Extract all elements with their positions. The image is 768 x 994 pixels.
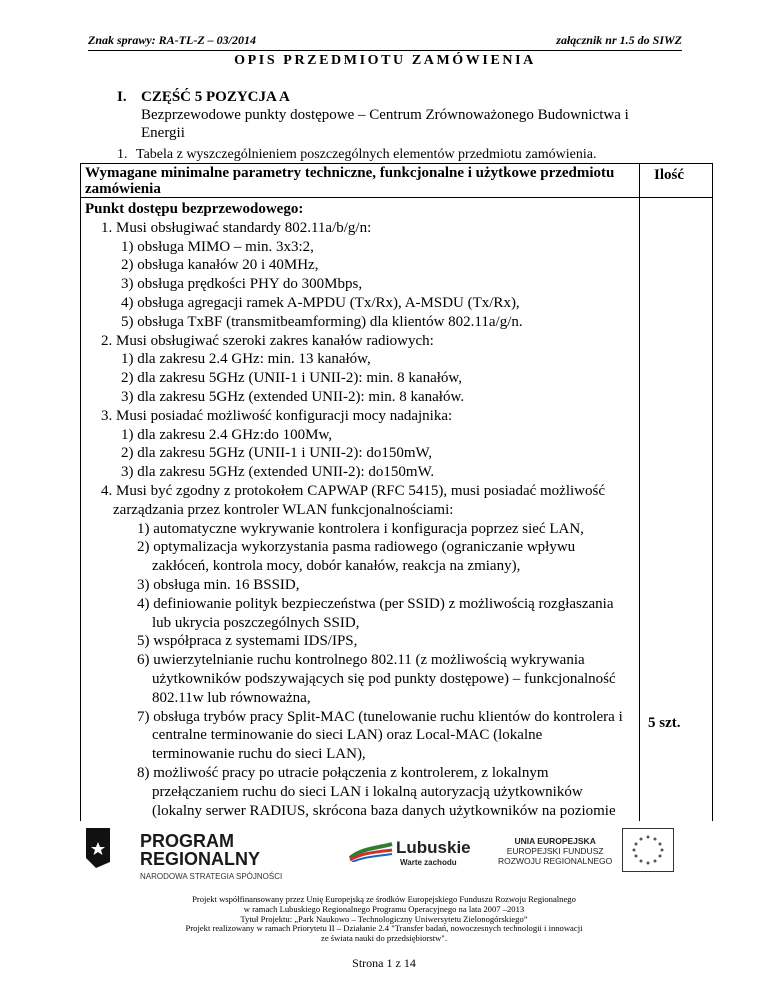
requirement-text: 5) obsługa TxBF (transmitbeamforming) dla klientów 802.11a/g/n. (121, 313, 523, 330)
requirement-line (85, 689, 637, 708)
requirements-list (85, 200, 637, 820)
lubuskie-logo (396, 838, 471, 867)
requirement-line (85, 670, 637, 689)
requirement-line (85, 595, 637, 614)
requirement-text: 802.11w lub równoważna, (152, 689, 311, 706)
requirement-line (85, 576, 637, 595)
requirement-line (85, 350, 637, 369)
requirement-line (85, 745, 637, 764)
requirements-table (80, 163, 713, 821)
requirement-text: zarządzania przez kontroler WLAN funkcjonalnościami: (113, 501, 454, 518)
requirement-text: terminowanie ruchu do sieci LAN), (152, 746, 366, 763)
requirement-text: 1. Musi obsługiwać standardy 802.11a/b/g/n: (101, 219, 372, 236)
document-title: OPIS PRZEDMIOTU ZAMÓWIENIA (234, 53, 536, 68)
quantity-value: 5 szt. (648, 715, 681, 731)
lubuskie-slogan: Warte zachodu (400, 858, 457, 867)
requirement-line (85, 764, 637, 783)
requirement-text: 4) definiowanie polityk bezpieczeństwa (per SSID) z możliwością rozgłaszania (137, 595, 614, 612)
requirement-text: 3. Musi posiadać możliwość konfiguracji mocy nadajnika: (101, 407, 453, 424)
requirement-text: 8) możliwość pracy po utracie połączenia z kontrolerem, z lokalnym (137, 764, 549, 781)
requirement-text: 1) automatyczne wykrywanie kontrolera i konfiguracja poprzez sieć LAN, (137, 520, 584, 537)
requirement-line (85, 200, 637, 219)
requirement-text: centralne terminowanie do sieci LAN) oraz Local-MAC (lokalne (152, 727, 543, 744)
attachment-number: załącznik nr 1.5 do SIWZ (556, 33, 682, 47)
requirement-text: 2) dla zakresu 5GHz (UNII-1 i UNII-2): do150mW, (121, 445, 433, 462)
requirement-line (85, 501, 637, 520)
requirement-text: 1) dla zakresu 2.4 GHz: min. 13 kanałów, (121, 351, 371, 368)
requirement-text: Punkt dostępu bezprzewodowego: (85, 201, 304, 217)
logo-bar (86, 828, 686, 881)
requirement-line (85, 557, 637, 576)
requirement-line (85, 313, 637, 332)
section-title: CZĘŚĆ 5 POZYCJA A (141, 89, 290, 105)
requirement-line (85, 332, 637, 351)
footer-line: Tytuł Projektu: „Park Naukowo – Technologiczny Uniwersytetu Zielonogórskiego” (240, 913, 528, 924)
header-quantity: Ilość (654, 167, 684, 183)
requirement-line (85, 463, 637, 482)
requirement-text: 4) obsługa agregacji ramek A-MPDU (Tx/Rx), A-MSDU (Tx/Rx), (121, 294, 520, 311)
program-line2: REGIONALNY (140, 849, 261, 869)
eu-line2: EUROPEJSKI FUNDUSZ (506, 846, 604, 856)
requirement-text: lub ukrycia poszczególnych SSID, (152, 614, 360, 631)
requirement-line (85, 294, 637, 313)
program-regionalny-logo-icon (86, 828, 110, 868)
header-requirements: Wymagane minimalne parametry techniczne, funkcjonalne i użytkowe przedmiotu zamówienia (85, 165, 615, 197)
intro-number: 1. (117, 147, 128, 162)
requirement-line (85, 238, 637, 257)
page-number: Strona 1 z 14 (352, 956, 416, 970)
requirement-line (85, 614, 637, 633)
requirement-text: 1) dla zakresu 2.4 GHz:do 100Mw, (121, 426, 333, 443)
requirement-text: 6) uwierzytelnianie ruchu kontrolnego 802.11 (z możliwością wykrywania (137, 652, 585, 669)
requirement-line (85, 444, 637, 463)
eu-line3: ROZWOJU REGIONALNEGO (498, 856, 613, 866)
eu-line1: UNIA EUROPEJSKA (514, 836, 596, 846)
requirement-text: 3) dla zakresu 5GHz (extended UNII-2): min. 8 kanałów. (121, 388, 465, 405)
requirement-line (85, 632, 637, 651)
footer-funding-note (100, 895, 668, 944)
header-divider (88, 50, 682, 51)
requirement-text: 2) optymalizacja wykorzystania pasma radiowego (ograniczanie wpływu (137, 539, 576, 556)
program-line3: NARODOWA STRATEGIA SPÓJNOŚCI (140, 872, 283, 881)
program-regionalny-logo (140, 831, 283, 881)
requirement-line (85, 783, 637, 802)
lubuskie-name: Lubuskie (396, 838, 471, 857)
requirement-line (85, 520, 637, 539)
requirement-line (85, 426, 637, 445)
eu-text (498, 836, 612, 866)
requirement-text: 1) obsługa MIMO – min. 3x3:2, (121, 238, 314, 255)
requirement-line (85, 388, 637, 407)
requirement-text: (lokalny serwer RADIUS, skrócona baza danych użytkowników na poziomie (152, 802, 616, 819)
footer-line: Projekt realizowany w ramach Priorytetu II – Działanie 2.4 "Transfer badań, nowoczesnych technologii i innowacji (185, 923, 583, 934)
requirement-text: 7) obsługa trybów pracy Split-MAC (tunelowanie ruchu klientów do kontrolera i (137, 708, 623, 725)
eu-flag-icon (622, 828, 674, 872)
requirement-line (85, 651, 637, 670)
requirement-text: 3) obsługa prędkości PHY do 300Mbps, (121, 276, 363, 293)
requirement-line (85, 726, 637, 745)
requirement-text: 4. Musi być zgodny z protokołem CAPWAP (RFC 5415), musi posiadać możliwość (101, 482, 605, 499)
requirement-text: 2. Musi obsługiwać szeroki zakres kanałów radiowych: (101, 332, 434, 349)
case-number: Znak sprawy: RA-TL-Z – 03/2014 (88, 33, 256, 47)
section-subtitle: Bezprzewodowe punkty dostępowe – Centrum Zrównoważonego Budownictwa i Energii (141, 107, 629, 141)
program-line1: PROGRAM (140, 831, 234, 851)
requirement-text: 3) dla zakresu 5GHz (extended UNII-2): do150mW. (121, 464, 435, 481)
requirement-text: 5) współpraca z systemami IDS/IPS, (137, 633, 358, 650)
requirement-line (85, 538, 637, 557)
requirement-line (85, 482, 637, 501)
lubuskie-logo-icon (348, 842, 394, 862)
requirement-text: zakłóceń, kontrola mocy, dobór kanałów, reakcja na zmiany), (152, 558, 521, 575)
requirement-line (85, 802, 637, 821)
requirement-line (85, 407, 637, 426)
footer-line: w ramach Lubuskiego Regionalnego Programu Operacyjnego na lata 2007 –2013 (243, 903, 525, 914)
table-header-row (81, 164, 712, 198)
requirement-text: 2) dla zakresu 5GHz (UNII-1 i UNII-2): min. 8 kanałów, (121, 370, 463, 387)
requirement-line (85, 256, 637, 275)
requirement-line (85, 708, 637, 727)
intro-text: Tabela z wyszczególnieniem poszczególnych elementów przedmiotu zamówienia. (136, 147, 597, 162)
footer-line: Projekt współfinansowany przez Unię Europejską ze środków Europejskiego Funduszu Rozwoju Regionalnego (192, 894, 576, 904)
footer-line: ze świata nauki do przedsiębiorstw". (321, 933, 447, 944)
column-separator (639, 164, 640, 821)
requirement-text: przełączaniem ruchu do sieci LAN i lokalną autoryzacją użytkowników (152, 783, 583, 800)
requirement-line (85, 219, 637, 238)
requirement-text: 2) obsługa kanałów 20 i 40MHz, (121, 257, 319, 274)
requirement-line (85, 275, 637, 294)
requirement-text: 3) obsługa min. 16 BSSID, (137, 576, 300, 593)
section-number: I. (117, 89, 127, 105)
requirement-line (85, 369, 637, 388)
requirement-text: użytkowników podszywających się pod punkty dostępowe) – funkcjonalność (152, 670, 616, 687)
